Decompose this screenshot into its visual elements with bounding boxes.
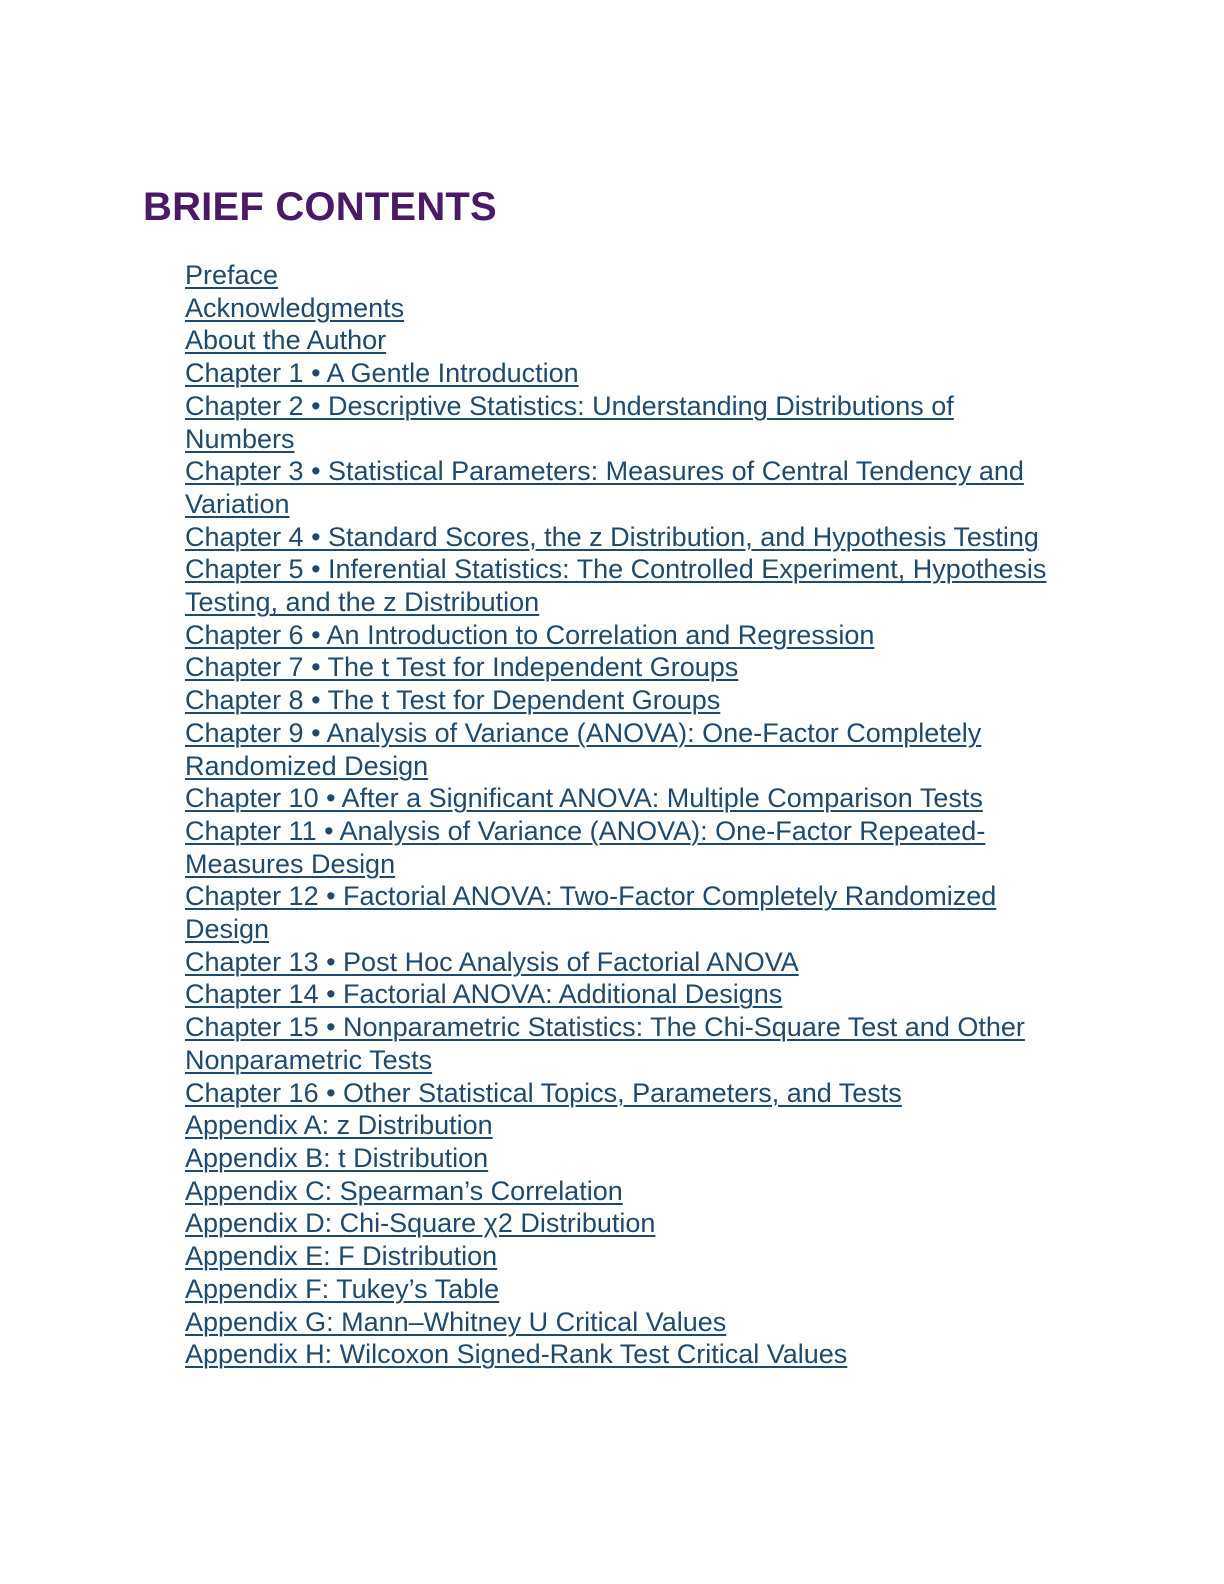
- page-title: BRIEF CONTENTS: [143, 185, 497, 229]
- toc-item: [185, 978, 1065, 1011]
- toc-item: [185, 619, 1065, 652]
- toc-item: [185, 292, 1065, 325]
- toc-link-chapter-3[interactable]: Chapter 3 • Statistical Parameters: Measures of Central Tendency and Variation: [185, 456, 1024, 519]
- toc-link-chapter-1[interactable]: Chapter 1 • A Gentle Introduction: [185, 358, 579, 389]
- toc-item: [185, 1306, 1065, 1339]
- toc-link-appendix-d[interactable]: Appendix D: Chi-Square χ2 Distribution: [185, 1208, 656, 1239]
- toc-link-chapter-2[interactable]: Chapter 2 • Descriptive Statistics: Understanding Distributions of Numbers: [185, 390, 954, 454]
- toc-item: [185, 1207, 1065, 1240]
- toc-item: [185, 1109, 1065, 1142]
- toc-link-appendix-c[interactable]: Appendix C: Spearman’s Correlation: [185, 1175, 623, 1206]
- toc-item: [185, 1011, 1065, 1076]
- toc-link-appendix-a[interactable]: Appendix A: z Distribution: [185, 1110, 493, 1141]
- toc-item: [185, 357, 1065, 390]
- toc-link-chapter-5[interactable]: Chapter 5 • Inferential Statistics: The Controlled Experiment, Hypothesis Testing, and the z Distribution: [185, 554, 1047, 618]
- toc-item: [185, 1142, 1065, 1175]
- toc-item: [185, 390, 1065, 455]
- toc-link-appendix-h[interactable]: Appendix H: Wilcoxon Signed-Rank Test Critical Values: [185, 1339, 848, 1370]
- toc-item: [185, 651, 1065, 684]
- toc-item: [185, 782, 1065, 815]
- toc-item: [185, 259, 1065, 292]
- toc-link-chapter-10[interactable]: Chapter 10 • After a Significant ANOVA: Multiple Comparison Tests: [185, 783, 983, 814]
- toc-item: [185, 553, 1065, 618]
- toc-link-chapter-15[interactable]: Chapter 15 • Nonparametric Statistics: The Chi-Square Test and Other Nonparametric Tests: [185, 1012, 1025, 1075]
- toc-item: [185, 1338, 1065, 1371]
- toc-item: [185, 521, 1065, 554]
- toc-link-acknowledgments[interactable]: Acknowledgments: [185, 292, 405, 323]
- toc-link-appendix-g[interactable]: Appendix G: Mann–Whitney U Critical Values: [185, 1306, 727, 1337]
- toc-item: [185, 1240, 1065, 1273]
- toc-link-about-author[interactable]: About the Author: [185, 325, 387, 356]
- toc-item: [185, 1175, 1065, 1208]
- toc-item: [185, 880, 1065, 945]
- toc-link-appendix-b[interactable]: Appendix B: t Distribution: [185, 1142, 489, 1173]
- toc-link-chapter-8[interactable]: Chapter 8 • The t Test for Dependent Groups: [185, 685, 721, 716]
- toc-link-chapter-7[interactable]: Chapter 7 • The t Test for Independent Groups: [185, 652, 739, 683]
- toc-link-chapter-6[interactable]: Chapter 6 • An Introduction to Correlation and Regression: [185, 619, 875, 650]
- toc-item: [185, 455, 1065, 520]
- toc-item: [185, 815, 1065, 880]
- toc-link-appendix-f[interactable]: Appendix F: Tukey’s Table: [185, 1273, 500, 1304]
- toc-item: [185, 1273, 1065, 1306]
- toc-item: [185, 1077, 1065, 1110]
- toc-link-chapter-12[interactable]: Chapter 12 • Factorial ANOVA: Two-Factor Completely Randomized Design: [185, 881, 997, 945]
- table-of-contents: [185, 259, 1065, 1371]
- toc-link-chapter-9[interactable]: Chapter 9 • Analysis of Variance (ANOVA): One-Factor Completely Randomized Design: [185, 717, 982, 781]
- toc-item: [185, 717, 1065, 782]
- toc-link-chapter-4[interactable]: Chapter 4 • Standard Scores, the z Distribution, and Hypothesis Testing: [185, 521, 1039, 552]
- toc-link-chapter-14[interactable]: Chapter 14 • Factorial ANOVA: Additional Designs: [185, 979, 783, 1010]
- toc-link-appendix-e[interactable]: Appendix E: F Distribution: [185, 1241, 498, 1272]
- toc-item: [185, 946, 1065, 979]
- toc-item: [185, 324, 1065, 357]
- toc-link-chapter-11[interactable]: Chapter 11 • Analysis of Variance (ANOVA): One-Factor Repeated-Measures Design: [185, 815, 986, 879]
- toc-link-chapter-16[interactable]: Chapter 16 • Other Statistical Topics, Parameters, and Tests: [185, 1077, 902, 1108]
- toc-link-chapter-13[interactable]: Chapter 13 • Post Hoc Analysis of Factorial ANOVA: [185, 946, 799, 977]
- toc-link-preface[interactable]: Preface: [185, 260, 279, 290]
- toc-item: [185, 684, 1065, 717]
